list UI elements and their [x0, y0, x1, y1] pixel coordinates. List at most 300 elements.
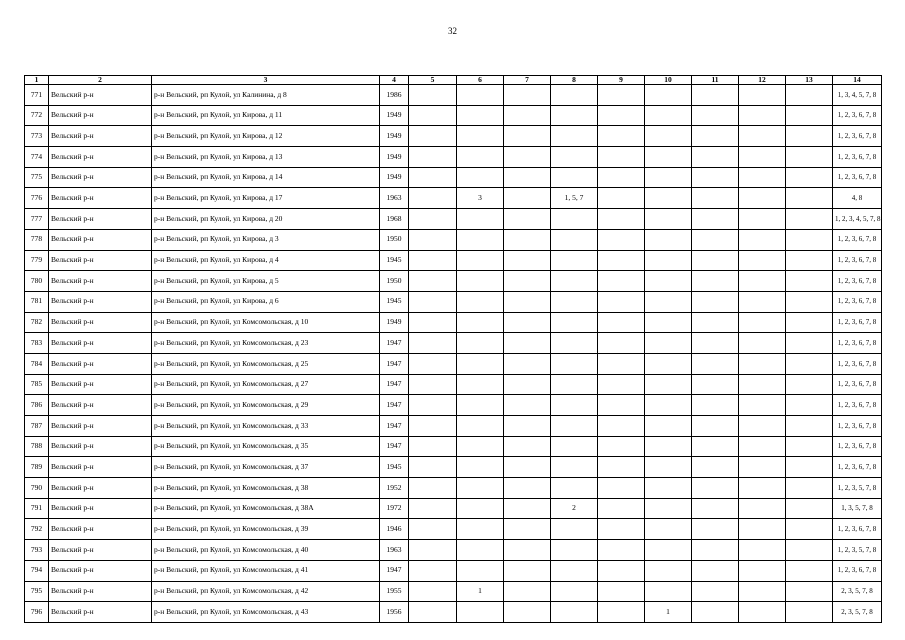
cell-c6: 3 [457, 188, 504, 209]
cell-num: 776 [25, 188, 49, 209]
cell-c8 [551, 602, 598, 623]
cell-c9 [598, 105, 645, 126]
cell-c9 [598, 291, 645, 312]
cell-c7 [504, 147, 551, 168]
cell-c14: 1, 2, 3, 6, 7, 8 [833, 105, 882, 126]
cell-c6 [457, 498, 504, 519]
table-row [25, 291, 882, 312]
cell-address: р-н Вельский, рп Кулой, ул Комсомольская, д 10 [152, 312, 380, 333]
cell-c7 [504, 271, 551, 292]
table-row [25, 498, 882, 519]
cell-c6 [457, 602, 504, 623]
cell-c11 [692, 167, 739, 188]
cell-year: 1956 [380, 602, 409, 623]
cell-c8 [551, 457, 598, 478]
cell-c12 [739, 540, 786, 561]
cell-c14: 1, 2, 3, 6, 7, 8 [833, 395, 882, 416]
cell-num: 791 [25, 498, 49, 519]
cell-address: р-н Вельский, рп Кулой, ул Кирова, д 6 [152, 291, 380, 312]
cell-c14: 1, 2, 3, 6, 7, 8 [833, 353, 882, 374]
cell-year: 1949 [380, 147, 409, 168]
cell-c8 [551, 126, 598, 147]
cell-c9 [598, 312, 645, 333]
cell-c11 [692, 126, 739, 147]
cell-c6 [457, 85, 504, 106]
cell-c13 [786, 147, 833, 168]
cell-c13 [786, 333, 833, 354]
cell-c6 [457, 250, 504, 271]
cell-c9 [598, 229, 645, 250]
cell-address: р-н Вельский, рп Кулой, ул Комсомольская, д 38 [152, 478, 380, 499]
cell-c5 [409, 312, 457, 333]
cell-c5 [409, 436, 457, 457]
cell-c6 [457, 209, 504, 230]
table-row [25, 540, 882, 561]
cell-c12 [739, 312, 786, 333]
cell-c11 [692, 229, 739, 250]
cell-c7 [504, 436, 551, 457]
cell-c13 [786, 581, 833, 602]
cell-c14: 1, 2, 3, 6, 7, 8 [833, 374, 882, 395]
cell-c12 [739, 167, 786, 188]
cell-c10 [645, 436, 692, 457]
cell-c5 [409, 353, 457, 374]
cell-c5 [409, 105, 457, 126]
table-row [25, 436, 882, 457]
cell-c8 [551, 353, 598, 374]
cell-c14: 1, 2, 3, 5, 7, 8 [833, 540, 882, 561]
cell-c13 [786, 436, 833, 457]
cell-address: р-н Вельский, рп Кулой, ул Комсомольская, д 23 [152, 333, 380, 354]
cell-c10 [645, 126, 692, 147]
cell-c5 [409, 126, 457, 147]
cell-c14: 1, 2, 3, 6, 7, 8 [833, 457, 882, 478]
cell-district: Вельский р-н [49, 540, 152, 561]
cell-c7 [504, 395, 551, 416]
cell-c12 [739, 126, 786, 147]
cell-year: 1955 [380, 581, 409, 602]
cell-num: 772 [25, 105, 49, 126]
cell-c11 [692, 147, 739, 168]
cell-num: 777 [25, 209, 49, 230]
cell-c14: 1, 2, 3, 6, 7, 8 [833, 126, 882, 147]
cell-year: 1963 [380, 540, 409, 561]
cell-year: 1950 [380, 271, 409, 292]
cell-year: 1952 [380, 478, 409, 499]
cell-c5 [409, 540, 457, 561]
cell-c6 [457, 374, 504, 395]
cell-c9 [598, 602, 645, 623]
cell-c9 [598, 250, 645, 271]
cell-c12 [739, 188, 786, 209]
cell-c9 [598, 85, 645, 106]
cell-c9 [598, 457, 645, 478]
cell-c10 [645, 250, 692, 271]
cell-c7 [504, 457, 551, 478]
cell-year: 1986 [380, 85, 409, 106]
cell-c7 [504, 478, 551, 499]
column-header-1: 1 [25, 76, 49, 85]
cell-year: 1950 [380, 229, 409, 250]
page-number: 32 [448, 26, 457, 36]
cell-c14: 1, 2, 3, 6, 7, 8 [833, 312, 882, 333]
cell-num: 795 [25, 581, 49, 602]
cell-c6 [457, 353, 504, 374]
cell-c12 [739, 85, 786, 106]
column-header-10: 10 [645, 76, 692, 85]
column-header-9: 9 [598, 76, 645, 85]
cell-c14: 1, 3, 4, 5, 7, 8 [833, 85, 882, 106]
cell-c10 [645, 560, 692, 581]
cell-c7 [504, 250, 551, 271]
cell-c7 [504, 188, 551, 209]
cell-num: 785 [25, 374, 49, 395]
cell-c5 [409, 395, 457, 416]
cell-district: Вельский р-н [49, 229, 152, 250]
cell-c10 [645, 374, 692, 395]
cell-c14: 4, 8 [833, 188, 882, 209]
table-row [25, 209, 882, 230]
cell-c14: 1, 2, 3, 6, 7, 8 [833, 229, 882, 250]
cell-c8 [551, 105, 598, 126]
cell-c7 [504, 209, 551, 230]
column-header-11: 11 [692, 76, 739, 85]
cell-district: Вельский р-н [49, 85, 152, 106]
cell-c5 [409, 560, 457, 581]
cell-num: 788 [25, 436, 49, 457]
cell-c7 [504, 353, 551, 374]
cell-district: Вельский р-н [49, 560, 152, 581]
table-body [25, 85, 882, 623]
table-row [25, 229, 882, 250]
cell-address: р-н Вельский, рп Кулой, ул Комсомольская, д 29 [152, 395, 380, 416]
cell-c14: 1, 2, 3, 6, 7, 8 [833, 560, 882, 581]
cell-c8 [551, 540, 598, 561]
cell-c8 [551, 229, 598, 250]
cell-c5 [409, 416, 457, 437]
cell-c6 [457, 395, 504, 416]
cell-num: 781 [25, 291, 49, 312]
cell-address: р-н Вельский, рп Кулой, ул Комсомольская, д 41 [152, 560, 380, 581]
cell-num: 774 [25, 147, 49, 168]
cell-address: р-н Вельский, рп Кулой, ул Кирова, д 20 [152, 209, 380, 230]
table-row [25, 560, 882, 581]
cell-c10 [645, 85, 692, 106]
cell-c9 [598, 540, 645, 561]
cell-num: 787 [25, 416, 49, 437]
cell-c9 [598, 167, 645, 188]
cell-c7 [504, 498, 551, 519]
cell-c8 [551, 147, 598, 168]
cell-c11 [692, 291, 739, 312]
cell-c14: 1, 2, 3, 6, 7, 8 [833, 271, 882, 292]
cell-c7 [504, 374, 551, 395]
cell-num: 794 [25, 560, 49, 581]
cell-num: 789 [25, 457, 49, 478]
cell-c8 [551, 478, 598, 499]
cell-district: Вельский р-н [49, 250, 152, 271]
table-row [25, 457, 882, 478]
cell-c13 [786, 602, 833, 623]
cell-c8 [551, 333, 598, 354]
cell-address: р-н Вельский, рп Кулой, ул Кирова, д 5 [152, 271, 380, 292]
cell-district: Вельский р-н [49, 416, 152, 437]
cell-c12 [739, 229, 786, 250]
cell-district: Вельский р-н [49, 271, 152, 292]
table-row [25, 105, 882, 126]
column-header-6: 6 [457, 76, 504, 85]
cell-c8: 1, 5, 7 [551, 188, 598, 209]
cell-c8 [551, 250, 598, 271]
cell-c5 [409, 147, 457, 168]
cell-district: Вельский р-н [49, 581, 152, 602]
cell-c9 [598, 519, 645, 540]
cell-c11 [692, 105, 739, 126]
cell-district: Вельский р-н [49, 188, 152, 209]
cell-address: р-н Вельский, рп Кулой, ул Комсомольская, д 38А [152, 498, 380, 519]
cell-c10 [645, 229, 692, 250]
cell-c9 [598, 416, 645, 437]
cell-c6 [457, 560, 504, 581]
cell-c14: 1, 2, 3, 6, 7, 8 [833, 250, 882, 271]
cell-c14: 1, 2, 3, 6, 7, 8 [833, 519, 882, 540]
cell-year: 1945 [380, 457, 409, 478]
cell-c11 [692, 250, 739, 271]
cell-c7 [504, 229, 551, 250]
cell-c7 [504, 560, 551, 581]
cell-c9 [598, 271, 645, 292]
cell-c10 [645, 581, 692, 602]
cell-c14: 1, 2, 3, 6, 7, 8 [833, 416, 882, 437]
cell-num: 786 [25, 395, 49, 416]
cell-c8 [551, 581, 598, 602]
cell-c12 [739, 498, 786, 519]
cell-c11 [692, 457, 739, 478]
cell-c8 [551, 436, 598, 457]
cell-num: 775 [25, 167, 49, 188]
cell-c13 [786, 229, 833, 250]
cell-c5 [409, 167, 457, 188]
cell-address: р-н Вельский, рп Кулой, ул Комсомольская, д 27 [152, 374, 380, 395]
cell-district: Вельский р-н [49, 519, 152, 540]
cell-c8 [551, 374, 598, 395]
cell-c5 [409, 85, 457, 106]
cell-c7 [504, 167, 551, 188]
cell-address: р-н Вельский, рп Кулой, ул Кирова, д 11 [152, 105, 380, 126]
cell-district: Вельский р-н [49, 395, 152, 416]
cell-c10 [645, 147, 692, 168]
cell-c5 [409, 188, 457, 209]
cell-c5 [409, 478, 457, 499]
cell-address: р-н Вельский, рп Кулой, ул Комсомольская, д 40 [152, 540, 380, 561]
cell-c13 [786, 167, 833, 188]
cell-district: Вельский р-н [49, 209, 152, 230]
cell-c14: 1, 2, 3, 6, 7, 8 [833, 147, 882, 168]
cell-c5 [409, 602, 457, 623]
table-row [25, 312, 882, 333]
cell-address: р-н Вельский, рп Кулой, ул Комсомольская, д 33 [152, 416, 380, 437]
cell-c11 [692, 560, 739, 581]
cell-c7 [504, 581, 551, 602]
cell-c14: 2, 3, 5, 7, 8 [833, 602, 882, 623]
cell-year: 1947 [380, 416, 409, 437]
cell-year: 1946 [380, 519, 409, 540]
cell-c11 [692, 188, 739, 209]
cell-num: 790 [25, 478, 49, 499]
cell-c14: 2, 3, 5, 7, 8 [833, 581, 882, 602]
cell-district: Вельский р-н [49, 498, 152, 519]
cell-c14: 1, 2, 3, 6, 7, 8 [833, 167, 882, 188]
cell-c11 [692, 209, 739, 230]
cell-num: 792 [25, 519, 49, 540]
cell-c7 [504, 85, 551, 106]
table-row [25, 167, 882, 188]
cell-c11 [692, 333, 739, 354]
cell-c9 [598, 126, 645, 147]
cell-address: р-н Вельский, рп Кулой, ул Комсомольская, д 42 [152, 581, 380, 602]
cell-c5 [409, 498, 457, 519]
cell-district: Вельский р-н [49, 105, 152, 126]
cell-c9 [598, 395, 645, 416]
cell-c12 [739, 374, 786, 395]
cell-c7 [504, 333, 551, 354]
cell-c11 [692, 436, 739, 457]
cell-c11 [692, 85, 739, 106]
cell-c12 [739, 333, 786, 354]
column-header-3: 3 [152, 76, 380, 85]
cell-c7 [504, 602, 551, 623]
cell-year: 1947 [380, 560, 409, 581]
cell-c12 [739, 602, 786, 623]
cell-c6 [457, 519, 504, 540]
cell-district: Вельский р-н [49, 374, 152, 395]
cell-c9 [598, 374, 645, 395]
cell-c10 [645, 333, 692, 354]
cell-district: Вельский р-н [49, 436, 152, 457]
cell-c11 [692, 395, 739, 416]
cell-c5 [409, 271, 457, 292]
cell-c11 [692, 478, 739, 499]
cell-c6 [457, 436, 504, 457]
cell-c5 [409, 519, 457, 540]
cell-year: 1949 [380, 105, 409, 126]
table-row [25, 374, 882, 395]
cell-c7 [504, 519, 551, 540]
cell-c8: 2 [551, 498, 598, 519]
cell-c12 [739, 457, 786, 478]
cell-c14: 1, 2, 3, 6, 7, 8 [833, 333, 882, 354]
cell-c14: 1, 2, 3, 6, 7, 8 [833, 436, 882, 457]
cell-c11 [692, 581, 739, 602]
cell-c14: 1, 2, 3, 4, 5, 7, 8 [833, 209, 882, 230]
cell-c6 [457, 271, 504, 292]
cell-c6 [457, 105, 504, 126]
cell-c8 [551, 167, 598, 188]
cell-c10 [645, 457, 692, 478]
cell-address: р-н Вельский, рп Кулой, ул Калинина, д 8 [152, 85, 380, 106]
cell-c6 [457, 147, 504, 168]
cell-address: р-н Вельский, рп Кулой, ул Кирова, д 12 [152, 126, 380, 147]
cell-c5 [409, 229, 457, 250]
cell-year: 1949 [380, 312, 409, 333]
cell-c6 [457, 167, 504, 188]
cell-c13 [786, 560, 833, 581]
cell-c10 [645, 498, 692, 519]
table-row [25, 353, 882, 374]
cell-c11 [692, 540, 739, 561]
cell-address: р-н Вельский, рп Кулой, ул Комсомольская, д 35 [152, 436, 380, 457]
table-header-row [25, 76, 882, 85]
cell-c10 [645, 188, 692, 209]
cell-c6 [457, 457, 504, 478]
cell-c10 [645, 478, 692, 499]
cell-c7 [504, 540, 551, 561]
cell-c13 [786, 312, 833, 333]
cell-c11 [692, 271, 739, 292]
cell-district: Вельский р-н [49, 457, 152, 478]
cell-c10 [645, 167, 692, 188]
cell-num: 780 [25, 271, 49, 292]
cell-address: р-н Вельский, рп Кулой, ул Комсомольская, д 25 [152, 353, 380, 374]
cell-c12 [739, 581, 786, 602]
cell-year: 1972 [380, 498, 409, 519]
column-header-14: 14 [833, 76, 882, 85]
cell-c10 [645, 312, 692, 333]
cell-district: Вельский р-н [49, 353, 152, 374]
cell-c13 [786, 457, 833, 478]
table-row [25, 188, 882, 209]
cell-c9 [598, 560, 645, 581]
cell-c10: 1 [645, 602, 692, 623]
cell-address: р-н Вельский, рп Кулой, ул Кирова, д 17 [152, 188, 380, 209]
cell-c13 [786, 85, 833, 106]
cell-c7 [504, 416, 551, 437]
cell-c10 [645, 209, 692, 230]
cell-c10 [645, 105, 692, 126]
cell-c12 [739, 353, 786, 374]
column-header-2: 2 [49, 76, 152, 85]
cell-c8 [551, 271, 598, 292]
cell-c13 [786, 209, 833, 230]
cell-c9 [598, 188, 645, 209]
cell-district: Вельский р-н [49, 126, 152, 147]
cell-c10 [645, 291, 692, 312]
cell-c13 [786, 374, 833, 395]
cell-c7 [504, 312, 551, 333]
cell-district: Вельский р-н [49, 312, 152, 333]
cell-address: р-н Вельский, рп Кулой, ул Кирова, д 3 [152, 229, 380, 250]
cell-c5 [409, 374, 457, 395]
cell-c13 [786, 188, 833, 209]
cell-c5 [409, 581, 457, 602]
cell-district: Вельский р-н [49, 167, 152, 188]
cell-c11 [692, 312, 739, 333]
cell-c11 [692, 374, 739, 395]
cell-c12 [739, 560, 786, 581]
cell-c10 [645, 519, 692, 540]
cell-district: Вельский р-н [49, 478, 152, 499]
cell-c8 [551, 312, 598, 333]
cell-c6 [457, 540, 504, 561]
cell-c9 [598, 333, 645, 354]
cell-num: 784 [25, 353, 49, 374]
cell-address: р-н Вельский, рп Кулой, ул Кирова, д 4 [152, 250, 380, 271]
table-row [25, 478, 882, 499]
column-header-12: 12 [739, 76, 786, 85]
cell-c12 [739, 209, 786, 230]
column-header-13: 13 [786, 76, 833, 85]
cell-c11 [692, 498, 739, 519]
